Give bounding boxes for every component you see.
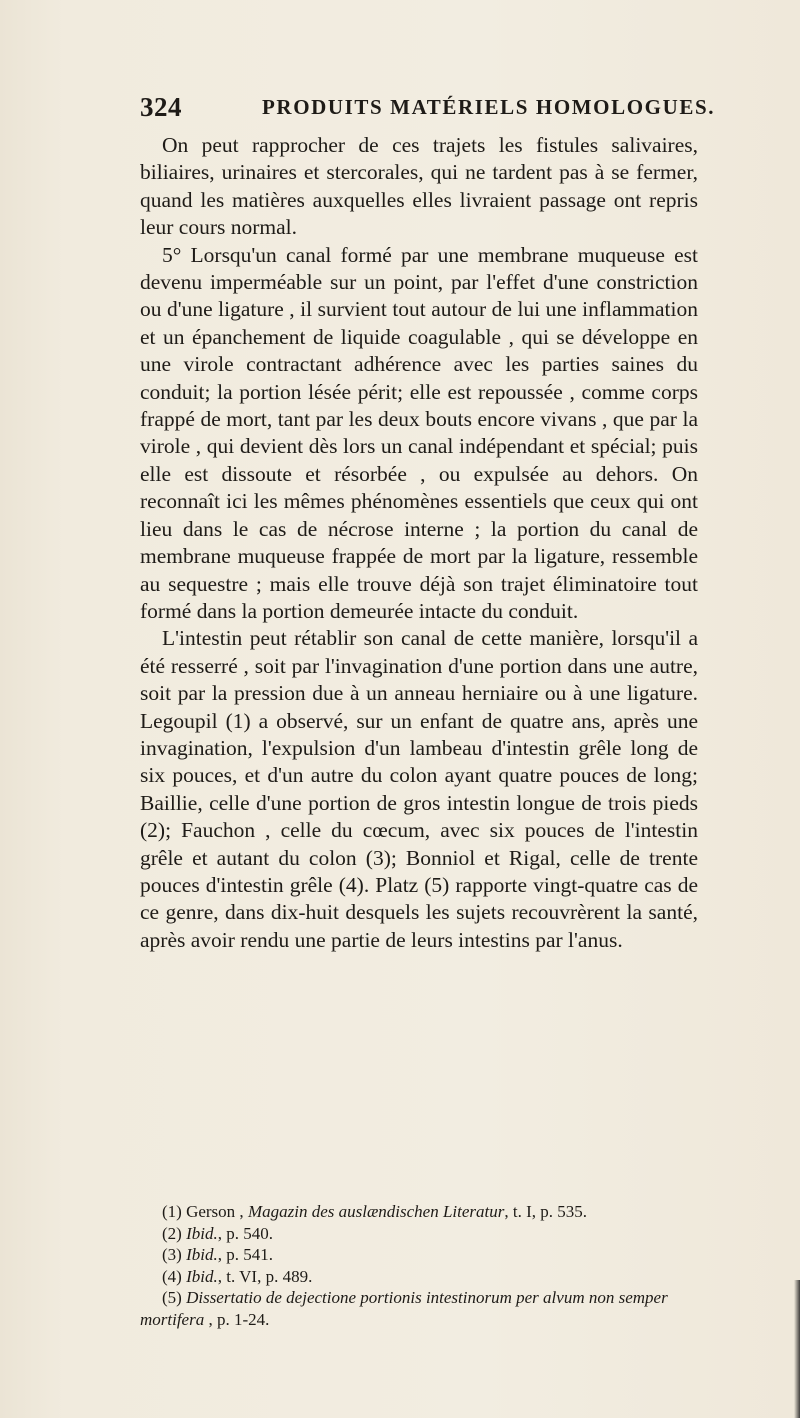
footnote-text: , t. I, p. 535. bbox=[504, 1202, 587, 1221]
footnote-title: Ibid. bbox=[186, 1266, 218, 1286]
footnote-text: , p. 540. bbox=[217, 1223, 273, 1243]
footnote-title: Ibid. bbox=[186, 1245, 218, 1264]
footnotes bbox=[140, 1201, 698, 1330]
footnote bbox=[140, 1287, 698, 1330]
paragraph: 5° Lorsqu'un canal formé par une membrane muqueuse est devenu imperméable sur un point, par l'effet d'une constriction ou d'une ligature , il survient tout autour de lui une inflammation et un épanchement de liquide coagulable , qui se développe en une virole contractant adhérence avec les parties saines du conduit; la portion lésée périt; elle est repoussée , comme corps frappé de mort, tant par les deux bouts encore vivans , que par la virole , qui devient dès lors un canal indépendant et spécial; puis elle est dissoute et résorbée , ou expulsée au dehors. On reconnaît ici les mêmes phénomènes essentiels que ceux qui ont lieu dans le cas de nécrose interne ; la portion du canal de membrane muqueuse frappée de mort par la ligature, ressemble au sequestre ; mais elle trouve déjà son trajet éliminatoire tout formé dans la portion demeurée intacte du conduit. bbox=[140, 242, 698, 623]
running-title: PRODUITS MATÉRIELS HOMOLOGUES. bbox=[262, 95, 716, 119]
footnote-text: Gerson , bbox=[181, 1202, 248, 1221]
footnote-number: (2) bbox=[162, 1223, 182, 1243]
footnote bbox=[140, 1266, 698, 1288]
footnote-text: , t. VI, p. 489. bbox=[217, 1266, 313, 1286]
footnote-number: (1) bbox=[162, 1202, 182, 1221]
footnote-title: Magazin des auslændischen Literatur bbox=[247, 1202, 505, 1221]
running-head bbox=[140, 92, 716, 126]
footnote bbox=[140, 1244, 698, 1266]
footnote-text: , p. 541. bbox=[217, 1245, 273, 1264]
paragraph: L'intestin peut rétablir son canal de cette manière, lorsqu'il a été resserré , soit par l'invagination d'une portion dans une autre, soit par la pression due à un anneau herniaire ou à une ligature. Legoupil (1) a observé, sur un enfant de quatre ans, après une invagination, l'expulsion d'un lambeau d'intestin grêle long de six pouces, et d'un autre du colon ayant quatre pouces de long; Baillie, celle d'une portion de gros intestin longue de trois pieds (2); Fauchon , celle du cœcum, avec six pouces de l'intestin grêle et autant du colon (3); Bonniol et Rigal, celle de trente pouces d'intestin grêle (4). Platz (5) rapporte vingt-quatre cas de ce genre, dans dix-huit desquels les sujets recouvrèrent la santé, après avoir rendu une partie de leurs intestins par l'anus. bbox=[140, 626, 698, 952]
footnote-number: (5) bbox=[162, 1288, 182, 1307]
page-number: 324 bbox=[140, 92, 182, 122]
footnote bbox=[140, 1201, 698, 1223]
footnote-number: (4) bbox=[162, 1266, 182, 1286]
footnote-title: Ibid. bbox=[186, 1223, 218, 1243]
paragraph: On peut rapprocher de ces trajets les fistules salivaires, biliaires, urinaires et stercorales, qui ne tardent pas à se fermer, quand les matières auxquelles elles livraient passage ont repris leur cours normal. bbox=[140, 133, 698, 240]
page-edge-shadow bbox=[794, 1280, 800, 1418]
footnote-text: , p. 1-24. bbox=[204, 1309, 270, 1329]
footnote bbox=[140, 1223, 698, 1245]
footnote-title: Dissertatio de dejectione portionis intestinorum per alvum non semper mortifera bbox=[140, 1288, 668, 1329]
footnote-number: (3) bbox=[162, 1245, 182, 1264]
body-text bbox=[140, 132, 698, 954]
